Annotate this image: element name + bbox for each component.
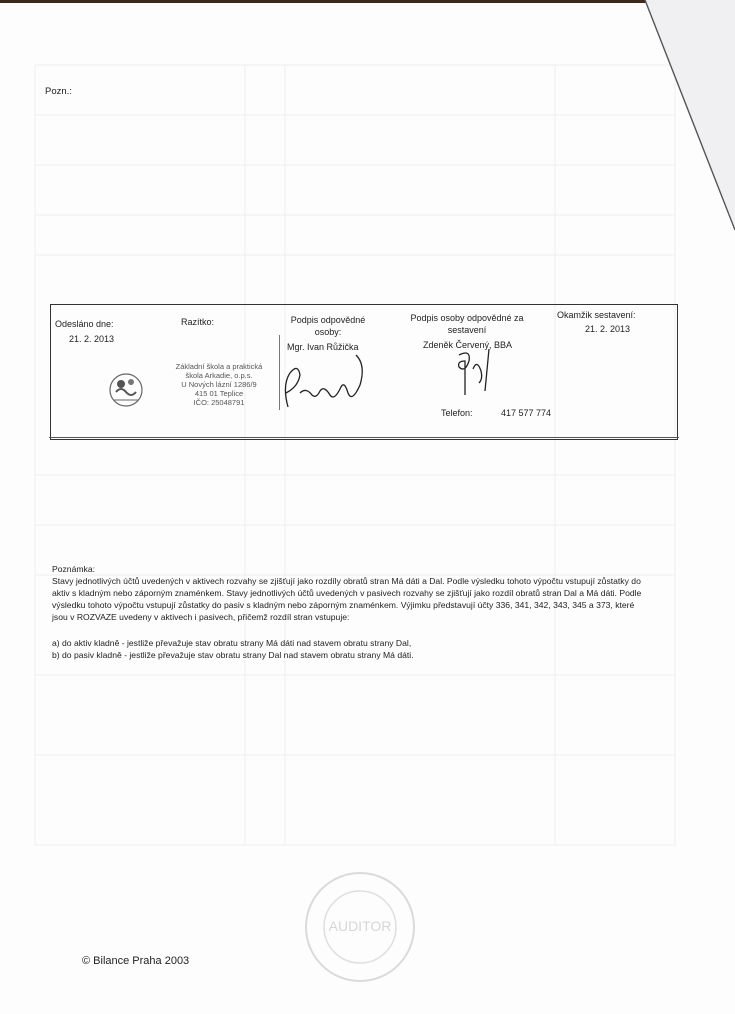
signature-cerveny [451,347,511,397]
person-name: Mgr. Ivan Růžička [287,342,359,352]
stamp-line: IČO: 25048791 [193,398,245,407]
stamp-line: 415 01 Teplice [194,389,244,398]
note-item-a: a) do aktiv kladně - jestliže převažuje stav obratu strany Má dáti nad stavem obratu strany Dal, [52,638,412,648]
phone-label: Telefon: [441,408,473,418]
pozn-label: Pozn.: [45,86,72,97]
stamp-text [164,362,274,407]
responsible-signature-label: Podpis osoby odpovědné za sestavení [410,313,524,335]
note-section [52,563,652,661]
stamp-round-text: AUDITOR [328,918,392,934]
responsible-name: Zdeněk Červený, BBA [423,340,513,350]
school-logo-icon [106,360,156,410]
compiled-time-label: Okamžik sestavení: [557,310,636,320]
page-fold-corner [625,0,735,230]
stamp-line: U Nových lázní 1286/9 [181,380,257,389]
phone-value: 417 577 774 [501,408,552,418]
sent-date-value: 21. 2. 2013 [69,334,115,344]
show-through-table [25,55,685,855]
school-stamp [106,360,276,420]
note-items [52,637,652,661]
note-title: Poznámka: [52,564,95,574]
person-signature-label: Podpis odpovědné osoby: [290,315,366,337]
compiled-time-value: 21. 2. 2013 [585,324,631,334]
signature-box [50,304,678,440]
stamp-label: Razítko: [181,317,215,327]
auditor-round-stamp [296,868,424,986]
stamp-line: škola Arkadie, o.p.s. [185,371,253,380]
sent-date-label: Odesláno dne: [55,319,114,329]
signature-box-underline [49,437,679,438]
note-body: Stavy jednotlivých účtů uvedených v aktivech rozvahy se zjišťují jako rozdíly obratů stran Má dáti a Dal. Podle výsledku tohoto výpočtu vstupují zůstatky do aktiv s kladným nebo záporným znaménkem. Stavy jednotlivých účtů uvedených v pasivech rozvahy se zjišťují jako rozdíl obratů stran Dal a Má dáti. Podle výsledku tohoto výpočtu vstupují zůstatky do pasiv s kladným nebo záporným znaménkem. Výjimku představují účty 336, 341, 342, 343, 345 a 373, které jsou v ROZVAZE uvedeny v aktivech i pasivech, přičemž rozdíl stran vstupuje: [52,576,642,622]
footer-copyright: © Bilance Praha 2003 [82,955,190,967]
note-item-b: b) do pasiv kladně - jestliže převažuje stav obratu strany Dal nad stavem obratu strany Má dáti. [52,650,414,660]
stamp-line: Základní škola a praktická [175,362,263,371]
signature-ruzicka [276,345,376,415]
